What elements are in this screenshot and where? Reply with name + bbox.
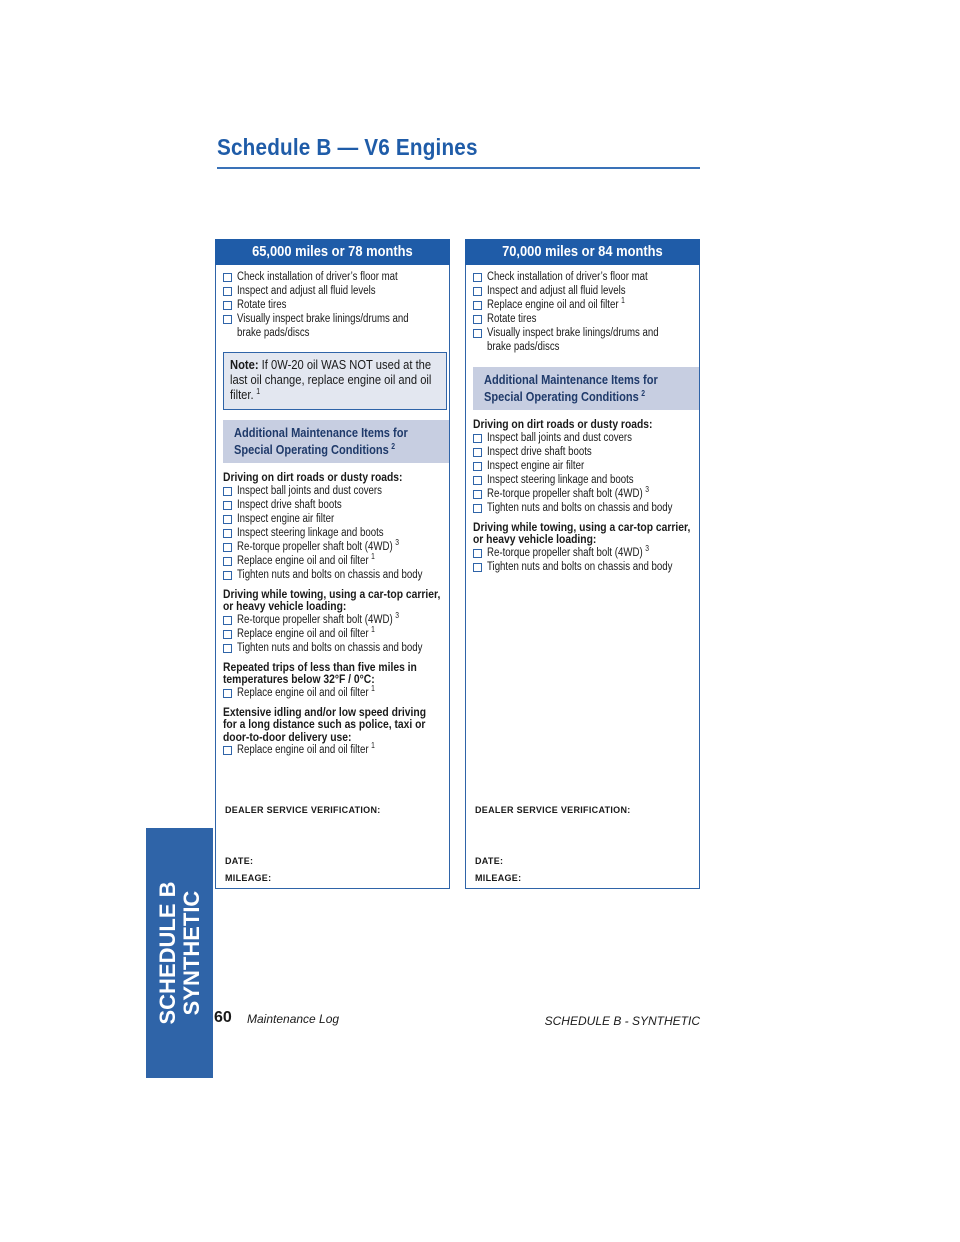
page-title: Schedule B — V6 Engines (217, 134, 478, 160)
checklist-item[interactable]: Inspect ball joints and dust covers (223, 484, 448, 498)
checklist-item[interactable]: Tighten nuts and bolts on chassis and body (223, 568, 448, 582)
checklist-item[interactable]: Replace engine oil and oil filter $^1$ (223, 554, 448, 568)
checklist-item[interactable]: Inspect drive shaft boots (473, 445, 698, 459)
side-tab-line2: SYNTHETIC (178, 890, 204, 1016)
checkbox[interactable] (223, 315, 232, 324)
checkbox[interactable] (223, 543, 232, 552)
condition-heading: Driving while towing, using a car-top carrier, or heavy vehicle loading: (473, 519, 691, 546)
checklist-item[interactable]: Inspect steering linkage and boots (473, 473, 698, 487)
checkbox[interactable] (473, 287, 482, 296)
checkbox[interactable] (223, 287, 232, 296)
checklist-item[interactable]: Inspect engine air filter (223, 512, 448, 526)
checklist-item[interactable]: Re-torque propeller shaft bolt (4WD) $^3$ (223, 540, 448, 554)
checkbox[interactable] (473, 448, 482, 457)
mileage-label: MILEAGE: (225, 873, 272, 883)
checklist-item[interactable]: Inspect steering linkage and boots (223, 526, 448, 540)
checkbox[interactable] (473, 273, 482, 282)
dealer-verification-label: DEALER SERVICE VERIFICATION: (475, 805, 631, 815)
checklist-item[interactable]: Replace engine oil and oil filter $^1$ (223, 686, 448, 700)
panel-header-text: 70,000 miles or 84 months (502, 243, 663, 260)
checkbox[interactable] (473, 476, 482, 485)
checklist (473, 270, 698, 354)
panel-header-text: 65,000 miles or 78 months (252, 243, 413, 260)
checkbox[interactable] (223, 301, 232, 310)
side-tab-line1: SCHEDULE B (154, 881, 180, 1025)
checklist-item[interactable]: Tighten nuts and bolts on chassis and body (473, 560, 698, 574)
checkbox[interactable] (473, 549, 482, 558)
checkbox[interactable] (223, 644, 232, 653)
date-label: DATE: (225, 856, 254, 866)
checklist-item[interactable]: Tighten nuts and bolts on chassis and body (473, 501, 698, 515)
side-tab-label (156, 881, 204, 1024)
checkbox[interactable] (223, 557, 232, 566)
checkbox[interactable] (223, 689, 232, 698)
checkbox[interactable] (223, 515, 232, 524)
checklist-item[interactable]: Check installation of driver’s floor mat (473, 270, 698, 284)
checkbox[interactable] (223, 487, 232, 496)
checkbox[interactable] (223, 273, 232, 282)
footer-log-label: Maintenance Log (247, 1012, 340, 1026)
checkbox[interactable] (223, 571, 232, 580)
checklist-item[interactable]: Inspect engine air filter (473, 459, 698, 473)
checklist-item[interactable]: Re-torque propeller shaft bolt (4WD) $^3$ (223, 613, 448, 627)
date-label: DATE: (475, 856, 504, 866)
checklist-item[interactable]: Replace engine oil and oil filter $^1$ (223, 627, 448, 641)
condition-heading: Driving on dirt roads or dusty roads: (473, 417, 653, 431)
checkbox[interactable] (473, 301, 482, 310)
checklist-item[interactable]: Inspect drive shaft boots (223, 498, 448, 512)
checklist-item[interactable]: Inspect and adjust all fluid levels (223, 284, 448, 298)
checklist-item[interactable]: Replace engine oil and oil filter $^1$ (473, 298, 698, 312)
checklist-item[interactable]: Rotate tires (223, 298, 448, 312)
service-panel-70000 (465, 239, 700, 889)
checkbox[interactable] (223, 746, 232, 755)
additional-items-heading: Additional Maintenance Items for Special Operating Conditions $^2$ (473, 367, 699, 410)
checkbox[interactable] (473, 504, 482, 513)
checklist-item[interactable]: Rotate tires (473, 312, 698, 326)
title-divider (217, 167, 700, 169)
note-text: If 0W-20 oil WAS NOT used at the last oil change, replace engine oil and oil filter. (230, 357, 432, 402)
checkbox[interactable] (473, 462, 482, 471)
mileage-label: MILEAGE: (475, 873, 522, 883)
dealer-verification-label: DEALER SERVICE VERIFICATION: (225, 805, 381, 815)
checkbox[interactable] (473, 434, 482, 443)
additional-items-heading: Additional Maintenance Items for Special Operating Conditions $^2$ (223, 420, 449, 463)
checklist-item[interactable]: Re-torque propeller shaft bolt (4WD) $^3$ (473, 546, 698, 560)
checkbox[interactable] (223, 616, 232, 625)
oil-note: Note: If 0W-20 oil WAS NOT used at the last oil change, replace engine oil and oil filter. $^1$ (223, 352, 447, 410)
checklist-item[interactable]: Visually inspect brake linings/drums and brake pads/discs (223, 312, 448, 340)
checklist (223, 270, 448, 340)
checkbox[interactable] (223, 501, 232, 510)
condition-heading: Extensive idling and/or low speed driving for a long distance such as police, taxi or door-to-door delivery use: (223, 704, 427, 744)
checkbox[interactable] (473, 315, 482, 324)
checklist-item[interactable]: Replace engine oil and oil filter $^1$ (223, 743, 448, 757)
service-panel-65000 (215, 239, 450, 889)
condition-heading: Repeated trips of less than five miles in temperatures below 32°F / 0°C: (223, 659, 417, 686)
checklist-item[interactable]: Tighten nuts and bolts on chassis and body (223, 641, 448, 655)
footer-section-label: SCHEDULE B - SYNTHETIC (544, 1014, 700, 1028)
panel-header (465, 239, 700, 265)
section-side-tab (146, 828, 213, 1078)
checkbox[interactable] (473, 563, 482, 572)
panel-header (215, 239, 450, 265)
checkbox[interactable] (473, 329, 482, 338)
checklist-item[interactable]: Visually inspect brake linings/drums and brake pads/discs (473, 326, 698, 354)
condition-heading: Driving on dirt roads or dusty roads: (223, 470, 403, 484)
checklist-item[interactable]: Re-torque propeller shaft bolt (4WD) $^3$ (473, 487, 698, 501)
checkbox[interactable] (223, 630, 232, 639)
note-label: Note: (230, 357, 259, 372)
checkbox[interactable] (223, 529, 232, 538)
checklist-item[interactable]: Inspect and adjust all fluid levels (473, 284, 698, 298)
checklist-item[interactable]: Inspect ball joints and dust covers (473, 431, 698, 445)
checklist-item[interactable]: Check installation of driver’s floor mat (223, 270, 448, 284)
checkbox[interactable] (473, 490, 482, 499)
page-number: 60 (214, 1009, 232, 1026)
condition-heading: Driving while towing, using a car-top carrier, or heavy vehicle loading: (223, 586, 441, 613)
